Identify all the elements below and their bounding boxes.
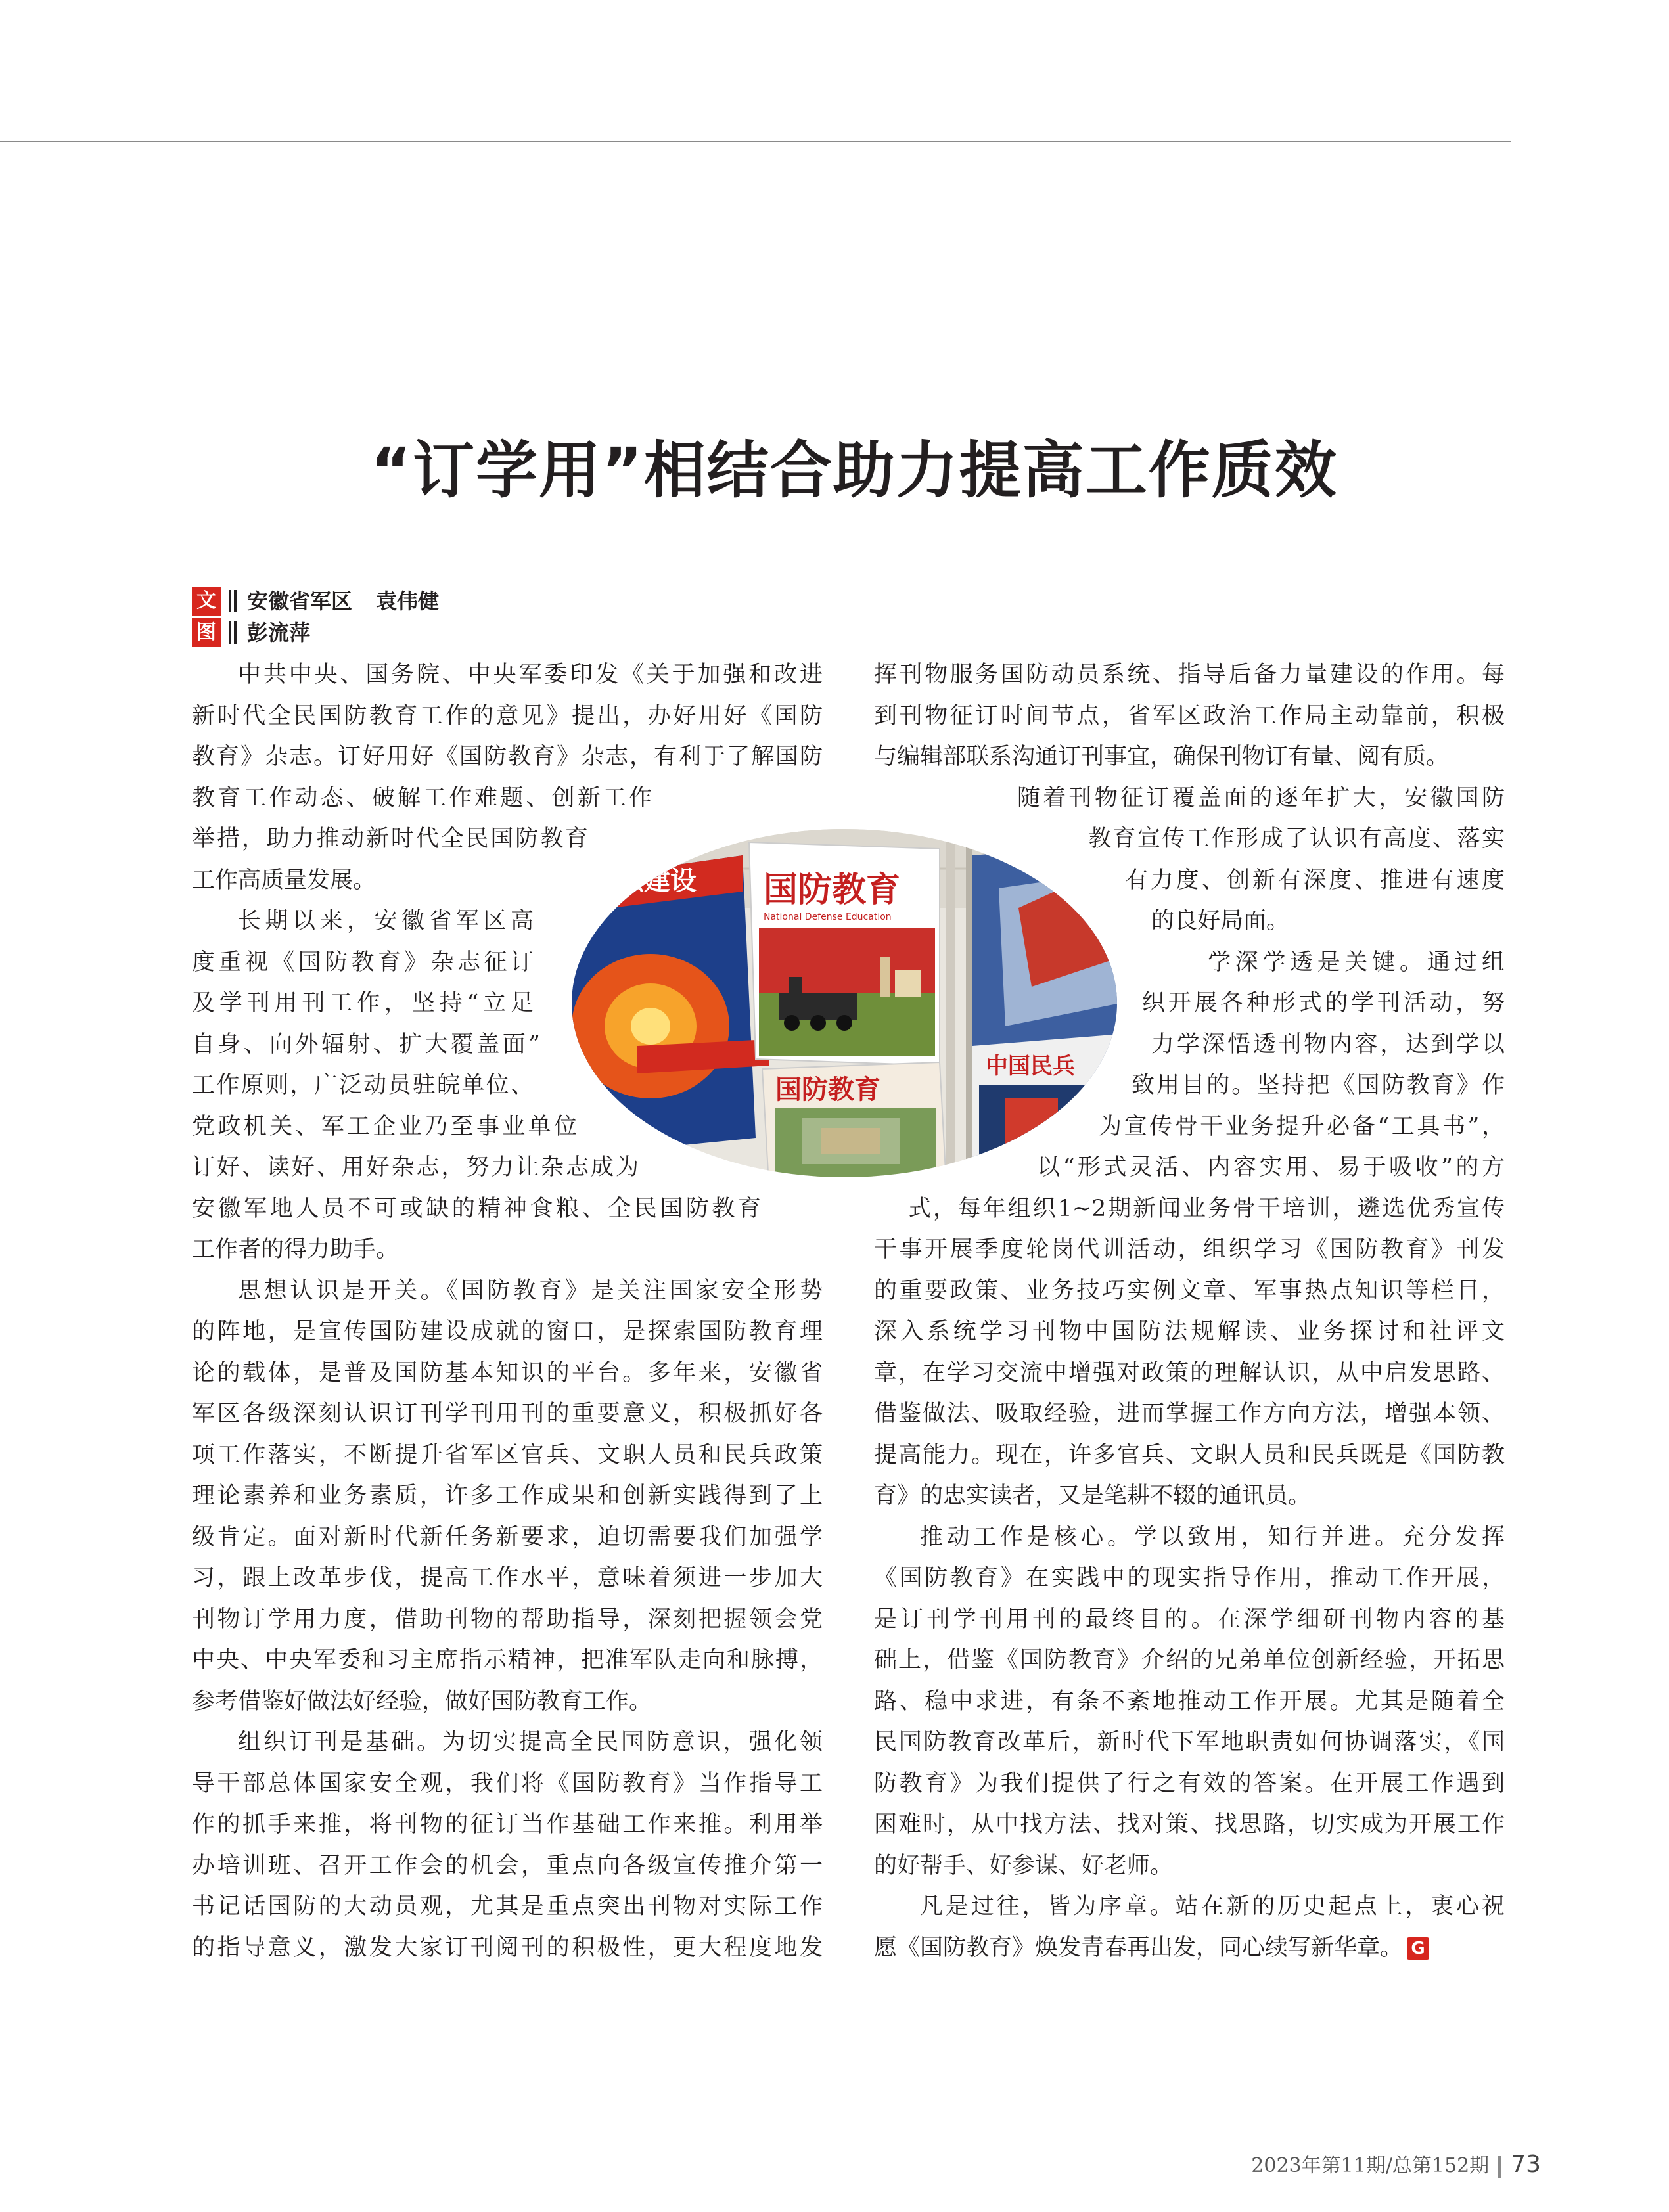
paragraph-line: 困难时，从中找方法、找对策、找思路，切实成为开展工作 — [874, 1811, 1505, 1838]
left-magazine-title: 基层建设 — [591, 866, 697, 896]
byline-divider — [234, 621, 237, 644]
paragraph-line — [874, 1928, 1505, 1969]
top-rule — [0, 141, 1511, 142]
paragraph-line: 中共中央、国务院、中央军委印发《关于加强和改进 — [238, 662, 823, 688]
paragraph-line: 有力度、创新有深度、推进有速度 — [1125, 867, 1505, 893]
author-name: 袁伟健 — [376, 589, 440, 614]
center-magazine — [749, 842, 940, 1066]
paragraph-line: 借鉴做法、吸取经验，进而掌握工作方向方法，增强本领、 — [874, 1401, 1505, 1427]
paragraph-line: 思想认识是开关。《国防教育》是关注国家安全形势 — [238, 1277, 823, 1304]
paragraph-line: 到刊物征订时间节点，省军区政治工作局主动靠前，积极 — [874, 702, 1505, 729]
front-magazine-title: 国防教育 — [775, 1075, 880, 1105]
center-magazine-subtitle: National Defense Education — [764, 912, 892, 922]
paragraph-line: 刊物订学用力度，借助刊物的帮助指导，深刻把握领会党 — [192, 1606, 823, 1633]
paragraph-line: 章，在学习交流中增强对政策的理解认识，从中启发思路、 — [874, 1359, 1505, 1386]
paragraph-line: 理论素养和业务素质，许多工作成果和创新实践得到了上 — [192, 1483, 823, 1509]
paragraph-line: 工作原则，广泛动员驻皖单位、 — [192, 1072, 534, 1098]
paragraph-line: 长期以来，安徽省军区高 — [238, 908, 534, 934]
paragraph-line: 的指导意义，激发大家订刊阅刊的积极性，更大程度地发 — [192, 1934, 823, 1961]
magazine-photo — [572, 829, 1117, 1177]
paragraph-line: 习，跟上改革步伐，提高工作水平，意味着须进一步加大 — [192, 1565, 823, 1591]
paragraph-line: 办培训班、召开工作会的机会，重点向各级宣传推介第一 — [192, 1852, 823, 1879]
byline-divider — [229, 590, 231, 612]
byline-divider — [229, 621, 231, 644]
byline-divider — [234, 590, 237, 612]
paragraph-line: 学深学透是关键。通过组 — [1208, 949, 1505, 976]
photo-author: 彭流萍 — [247, 620, 311, 645]
photo-tag: 图 — [192, 618, 221, 647]
paragraph-line: 订好、读好、用好杂志，努力让杂志成为 — [192, 1154, 639, 1181]
end-mark-icon: G — [1407, 1937, 1429, 1960]
paragraph-line: 防教育》为我们提供了行之有效的答案。在开展工作遇到 — [874, 1770, 1505, 1797]
paragraph-line: 论的载体，是普及国防基本知识的平台。多年来，安徽省 — [192, 1359, 823, 1386]
paragraph-line: 党政机关、军工企业乃至事业单位 — [192, 1113, 577, 1140]
paragraph-line: 项工作落实，不断提升省军区官兵、文职人员和民兵政策 — [192, 1441, 823, 1468]
paragraph-line: 力学深悟透刊物内容，达到学以 — [1151, 1031, 1505, 1058]
right-magazine-title: 中国民兵 — [986, 1053, 1075, 1079]
footer-divider — [1498, 2156, 1501, 2178]
paragraph-line: 书记话国防的大动员观，尤其是重点突出刊物对实际工作 — [192, 1893, 823, 1920]
author-tag: 文 — [192, 587, 221, 616]
paragraph-line: 作的抓手来推，将刊物的征订当作基础工作来推。利用举 — [192, 1811, 823, 1838]
paragraph-line: 组织订刊是基础。为切实提高全民国防意识，强化领 — [238, 1729, 823, 1755]
paragraph-line: 中央、中央军委和习主席指示精神，把准军队走向和脉搏， — [192, 1647, 823, 1673]
paragraph-line: 凡是过往，皆为序章。站在新的历史起点上，衷心祝 — [920, 1893, 1505, 1920]
paragraph-line: 以“形式灵活、内容实用、易于吸收”的方 — [1037, 1154, 1505, 1181]
paragraph-line-text: 愿《国防教育》焕发青春再出发，同心续写新华章。 — [874, 1934, 1404, 1961]
issue-info: 2023年第11期/总第152期 — [1251, 2154, 1490, 2177]
paragraph-line: 导干部总体国家安全观，我们将《国防教育》当作指导工 — [192, 1770, 823, 1797]
paragraph-line: 教育》杂志。订好用好《国防教育》杂志，有利于了解国防 — [192, 744, 823, 770]
author-unit: 安徽省军区 — [247, 589, 353, 614]
paragraph-line: 的好帮手、好参谋、好老师。 — [874, 1852, 1174, 1879]
paragraph-line: 础上，借鉴《国防教育》介绍的兄弟单位创新经验，开拓思 — [874, 1647, 1505, 1673]
paragraph-line: 是订刊学刊用刊的最终目的。在深学细研刊物内容的基 — [874, 1606, 1505, 1633]
paragraph-line: 教育宣传工作形成了认识有高度、落实 — [1088, 826, 1505, 852]
paragraph-line: 民国防教育改革后，新时代下军地职责如何协调落实，《国 — [874, 1729, 1505, 1755]
magazine-photo-illustration — [572, 829, 1117, 1177]
front-magazine — [762, 1062, 946, 1177]
paragraph-line: 工作高质量发展。 — [192, 867, 377, 893]
paragraph-line: 自身、向外辐射、扩大覆盖面” — [192, 1031, 540, 1058]
paragraph-line: 的阵地，是宣传国防建设成就的窗口，是探索国防教育理 — [192, 1319, 823, 1345]
paragraph-line: 安徽军地人员不可或缺的精神食粮、全民国防教育 — [192, 1195, 761, 1222]
paragraph-line: 度重视《国防教育》杂志征订 — [192, 949, 534, 976]
paragraph-line: 与编辑部联系沟通订刊事宜，确保刊物订有量、阅有质。 — [874, 744, 1450, 770]
paragraph-line: 的良好局面。 — [1151, 908, 1290, 934]
center-magazine-title: 国防教育 — [764, 870, 901, 910]
paragraph-line: 挥刊物服务国防动员系统、指导后备力量建设的作用。每 — [874, 662, 1505, 688]
paragraph-line: 式，每年组织1~2期新闻业务骨干培训，遴选优秀宣传 — [908, 1195, 1505, 1222]
paragraph-line: 级肯定。面对新时代新任务新要求，迫切需要我们加强学 — [192, 1524, 823, 1550]
page-footer — [1251, 2148, 1541, 2181]
paragraph-line: 育》的忠实读者，又是笔耕不辍的通讯员。 — [874, 1483, 1312, 1509]
photo-byline — [192, 618, 310, 647]
paragraph-line: 工作者的得力助手。 — [192, 1236, 400, 1263]
paragraph-line: 《国防教育》在实践中的现实指导作用，推动工作开展， — [874, 1565, 1505, 1591]
page-number: 73 — [1511, 2151, 1541, 2178]
paragraph-line: 举措，助力推动新时代全民国防教育 — [192, 826, 588, 852]
paragraph-line: 教育工作动态、破解工作难题、创新工作 — [192, 784, 652, 811]
paragraph-line: 随着刊物征订覆盖面的逐年扩大，安徽国防 — [1017, 784, 1505, 811]
paragraph-line: 推动工作是核心。学以致用，知行并进。充分发挥 — [920, 1524, 1505, 1550]
paragraph-line: 及学刊用刊工作，坚持“立足 — [192, 990, 534, 1016]
paragraph-line: 织开展各种形式的学刊活动，努 — [1142, 990, 1505, 1016]
paragraph-line: 军区各级深刻认识订刊学刊用刊的重要意义，积极抓好各 — [192, 1401, 823, 1427]
paragraph-line: 路、稳中求进，有条不紊地推动工作开展。尤其是随着全 — [874, 1688, 1505, 1715]
paragraph-line: 致用目的。坚持把《国防教育》作 — [1132, 1072, 1505, 1098]
paragraph-line: 提高能力。现在，许多官兵、文职人员和民兵既是《国防教 — [874, 1441, 1505, 1468]
author-byline — [192, 587, 439, 616]
paragraph-line: 为宣传骨干业务提升必备“工具书”， — [1099, 1113, 1505, 1140]
paragraph-line: 的重要政策、业务技巧实例文章、军事热点知识等栏目， — [874, 1277, 1505, 1304]
paragraph-line: 新时代全民国防教育工作的意见》提出，办好用好《国防 — [192, 702, 823, 729]
article-title: “订学用”相结合助力提高工作质效 — [371, 435, 1338, 507]
paragraph-line: 参考借鉴好做法好经验，做好国防教育工作。 — [192, 1688, 652, 1715]
paragraph-line: 深入系统学习刊物中国防法规解读、业务探讨和社评文 — [874, 1319, 1505, 1345]
paragraph-line: 干事开展季度轮岗代训活动，组织学习《国防教育》刊发 — [874, 1236, 1505, 1263]
